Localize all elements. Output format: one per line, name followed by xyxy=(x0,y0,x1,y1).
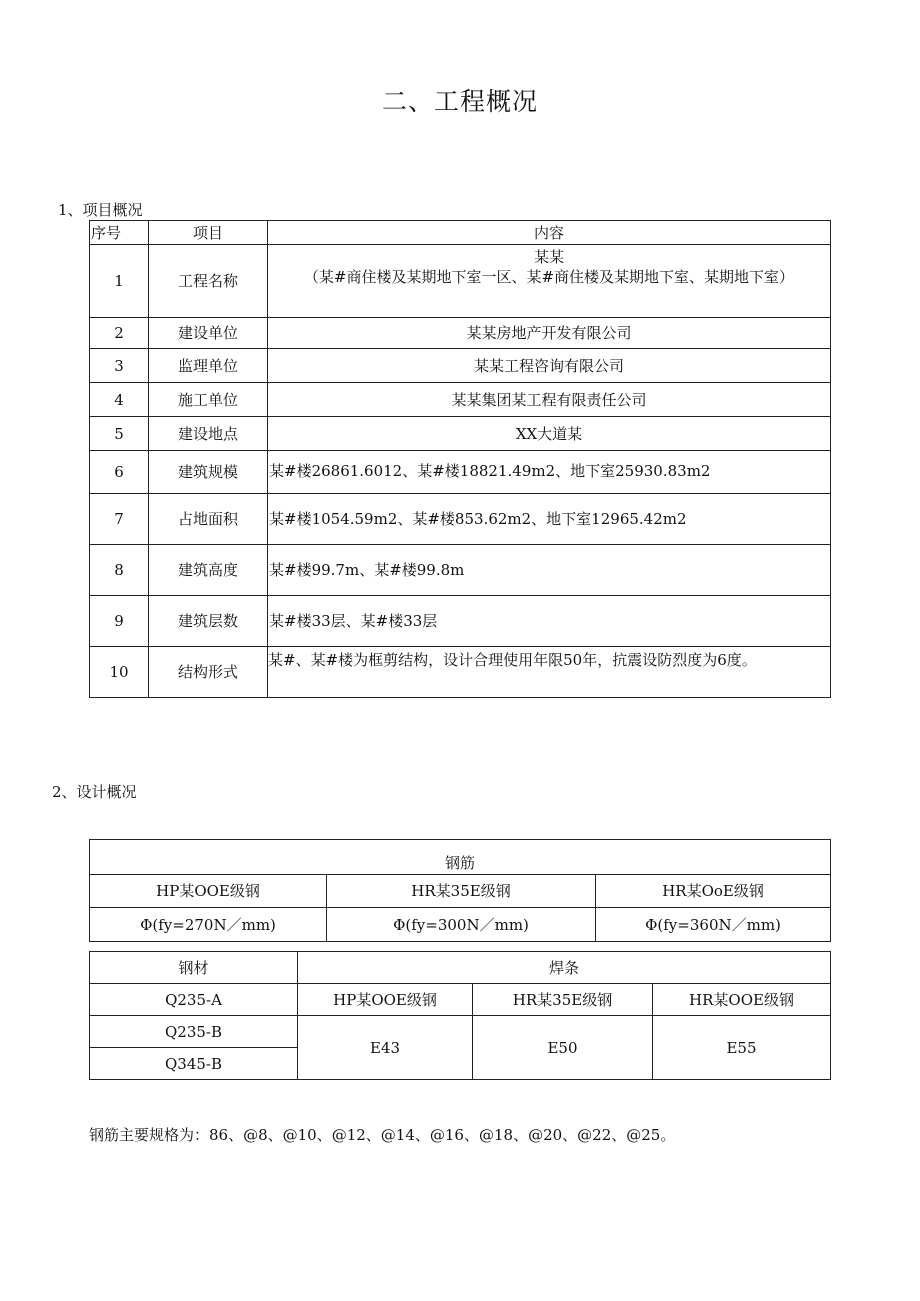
steel-header: 钢材 xyxy=(90,952,298,984)
row-no: 4 xyxy=(90,383,149,417)
steel-material: Q235-B xyxy=(90,1016,298,1048)
rebar-strength: Φ(fy=270N／mm) xyxy=(90,908,327,942)
row-item: 建设地点 xyxy=(149,417,268,451)
table-row xyxy=(90,545,831,596)
row-item: 建筑规模 xyxy=(149,451,268,494)
electrode-grade: HP某OOE级钢 xyxy=(298,984,473,1016)
row-content: 某#楼33层、某#楼33层 xyxy=(268,596,831,647)
row-item: 建筑高度 xyxy=(149,545,268,596)
rebar-grade: HP某OOE级钢 xyxy=(90,875,327,908)
table-row xyxy=(90,245,831,318)
rebar-grade: HR某OoE级钢 xyxy=(596,875,831,908)
table-row xyxy=(90,417,831,451)
header-content: 内容 xyxy=(268,221,831,245)
row-no: 7 xyxy=(90,494,149,545)
table-row xyxy=(90,647,831,698)
steel-material: Q345-B xyxy=(90,1048,298,1080)
table-row xyxy=(90,318,831,349)
row-content: 某某工程咨询有限公司 xyxy=(268,349,831,383)
rebar-spec-note: 钢筋主要规格为：86、@8、@10、@12、@14、@16、@18、@20、@22、@25。 xyxy=(89,1126,676,1144)
row-no: 9 xyxy=(90,596,149,647)
page-title: 二、工程概况 xyxy=(381,87,538,116)
section2-heading: 2、设计概况 xyxy=(52,783,137,801)
row-content: 某某集团某工程有限责任公司 xyxy=(268,383,831,417)
row-no: 8 xyxy=(90,545,149,596)
header-no: 序号 xyxy=(90,221,149,245)
table-row xyxy=(90,383,831,417)
project-name-line2: （某#商住楼及某期地下室一区、某#商住楼及某期地下室、某期地下室） xyxy=(303,268,795,286)
section1-heading: 1、项目概况 xyxy=(58,201,143,219)
row-no: 3 xyxy=(90,349,149,383)
rebar-strength: Φ(fy=360N／mm) xyxy=(596,908,831,942)
row-no: 1 xyxy=(90,245,149,318)
rebar-strength: Φ(fy=300N／mm) xyxy=(327,908,596,942)
table-row xyxy=(90,451,831,494)
row-content: 某#楼99.7m、某#楼99.8m xyxy=(268,545,831,596)
row-content: 某#、某#楼为框剪结构，设计合理使用年限50年，抗震设防烈度为6度。 xyxy=(268,647,831,698)
project-overview-table xyxy=(89,220,831,698)
table-row xyxy=(90,494,831,545)
table-row xyxy=(90,349,831,383)
row-item: 建设单位 xyxy=(149,318,268,349)
row-no: 5 xyxy=(90,417,149,451)
row-content: XX大道某 xyxy=(268,417,831,451)
steel-electrode-table xyxy=(89,951,831,1080)
electrode-type: E50 xyxy=(473,1016,653,1080)
row-item: 施工单位 xyxy=(149,383,268,417)
steel-material: Q235-A xyxy=(90,984,298,1016)
rebar-title: 钢筋 xyxy=(90,840,831,875)
row-no: 6 xyxy=(90,451,149,494)
row-content: 某某房地产开发有限公司 xyxy=(268,318,831,349)
electrode-grade: HR某35E级钢 xyxy=(473,984,653,1016)
row-no: 2 xyxy=(90,318,149,349)
electrode-type: E55 xyxy=(653,1016,831,1080)
row-content xyxy=(268,245,831,318)
project-name-line1: 某某 xyxy=(533,248,564,266)
electrode-header: 焊条 xyxy=(298,952,831,984)
row-item: 监理单位 xyxy=(149,349,268,383)
row-content: 某#楼1054.59m2、某#楼853.62m2、地下室12965.42m2 xyxy=(268,494,831,545)
row-no: 10 xyxy=(90,647,149,698)
row-item: 工程名称 xyxy=(149,245,268,318)
table-header-row xyxy=(90,221,831,245)
table-row xyxy=(90,596,831,647)
row-content: 某#楼26861.6012、某#楼18821.49m2、地下室25930.83m2 xyxy=(268,451,831,494)
row-item: 占地面积 xyxy=(149,494,268,545)
header-item: 项目 xyxy=(149,221,268,245)
row-item: 建筑层数 xyxy=(149,596,268,647)
rebar-table xyxy=(89,839,831,942)
electrode-type: E43 xyxy=(298,1016,473,1080)
rebar-grade: HR某35E级钢 xyxy=(327,875,596,908)
electrode-grade: HR某OOE级钢 xyxy=(653,984,831,1016)
row-item: 结构形式 xyxy=(149,647,268,698)
